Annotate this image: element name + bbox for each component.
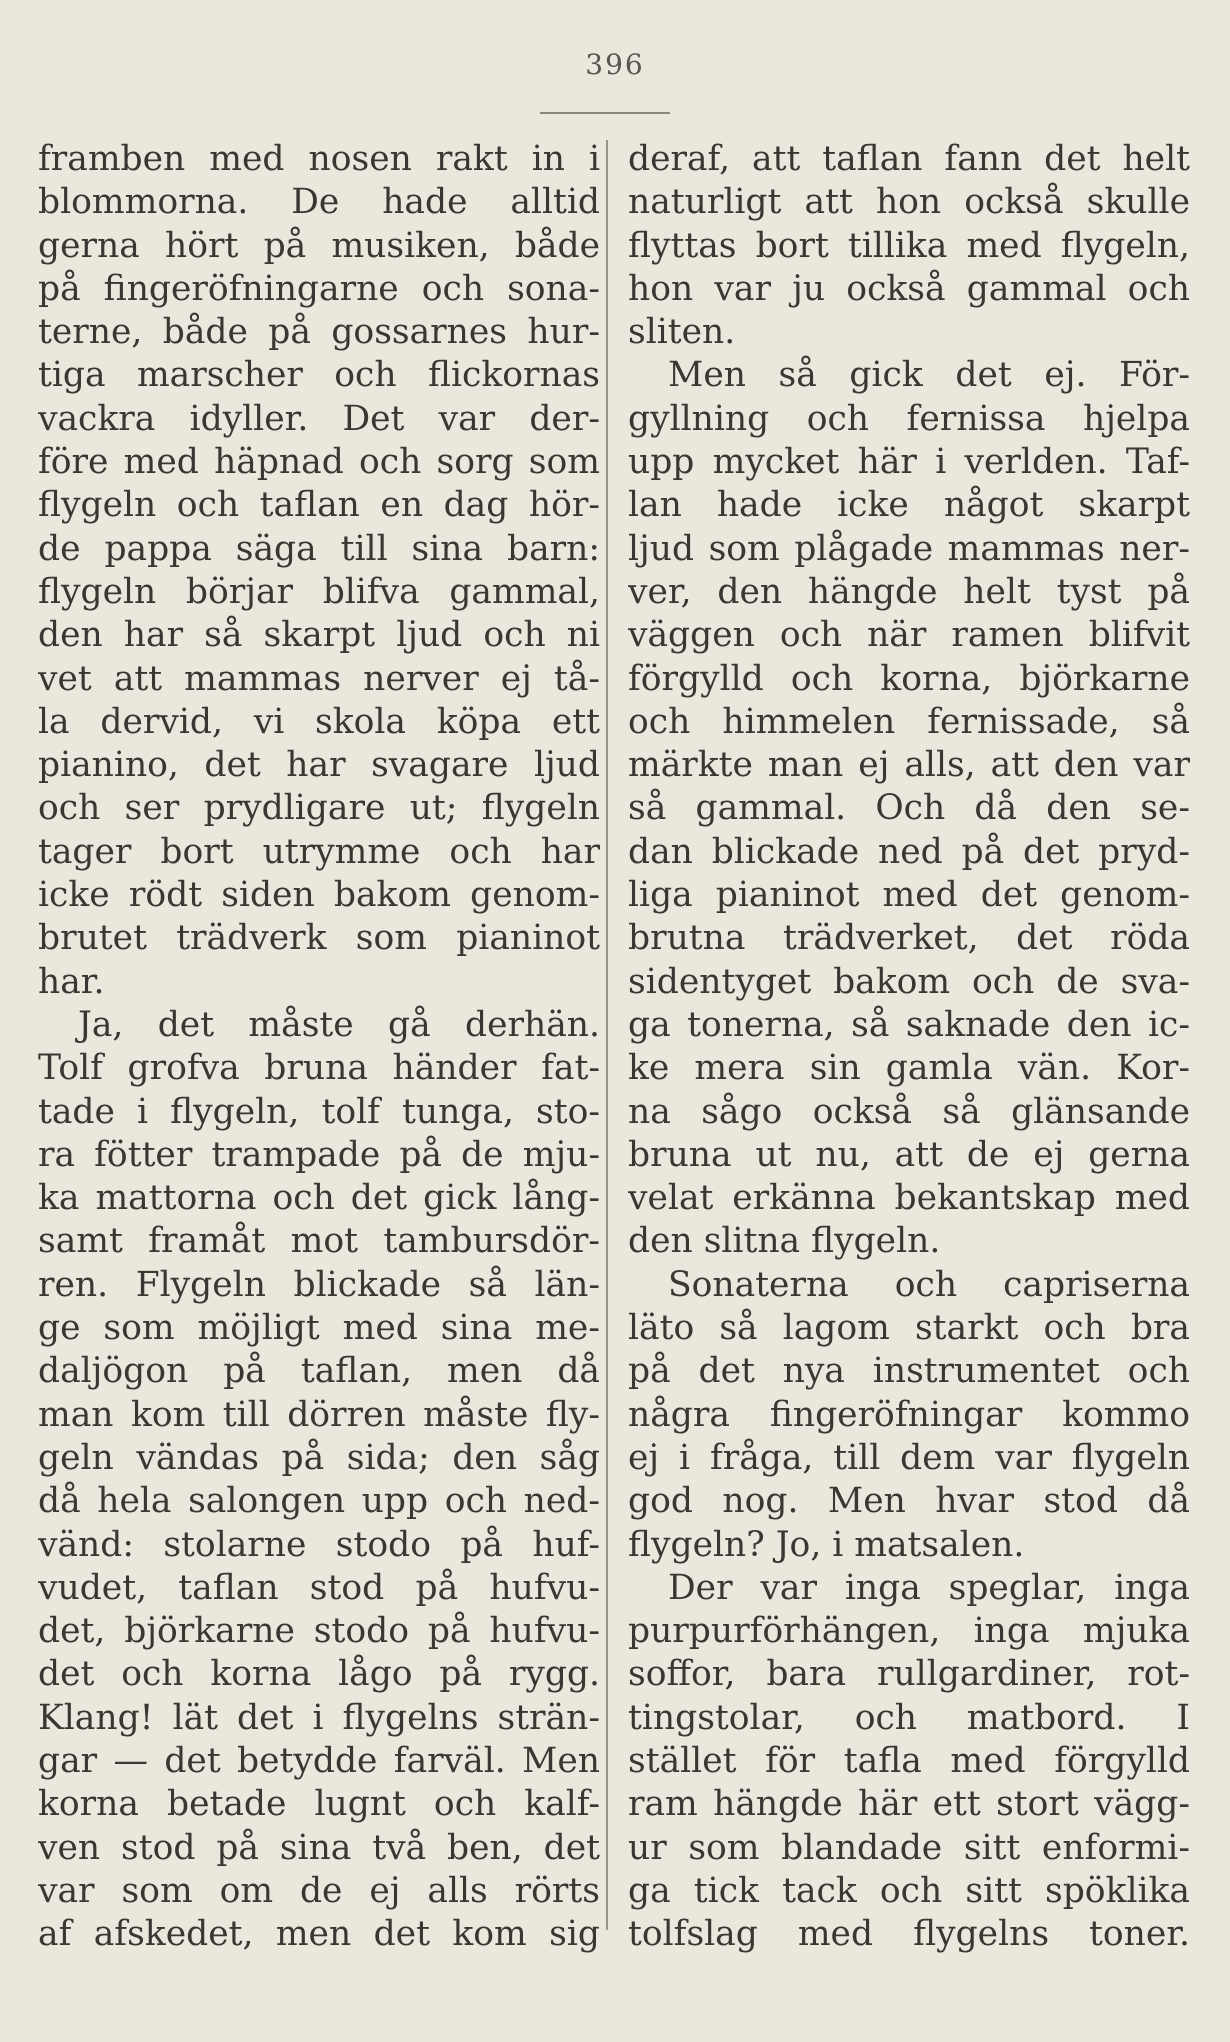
text-line: vet att mammas nerver ej tå- <box>38 658 600 699</box>
text-line: den har så skarpt ljud och ni <box>38 615 600 656</box>
text-line: geln vändas på sida; den såg <box>38 1437 600 1478</box>
text-line: brutet trädverk som pianinot <box>38 918 600 959</box>
text-line: Sonaterna och capriserna <box>668 1264 1190 1305</box>
text-line: på det nya instrumentet och <box>628 1351 1190 1392</box>
text-line: purpurförhängen, inga mjuka <box>628 1611 1190 1652</box>
text-line: korna betade lugnt och kalf- <box>38 1784 600 1825</box>
text-line: och himmelen fernissade, så <box>628 701 1190 742</box>
text-line: läto så lagom starkt och bra <box>628 1308 1190 1349</box>
text-line: deraf, att taflan fann det helt <box>628 139 1190 179</box>
text-line: icke rödt siden bakom genom- <box>38 875 600 916</box>
text-line: ren. Flygeln blickade så län- <box>38 1264 600 1305</box>
text-line: gerna hört på musiken, både <box>38 225 600 266</box>
text-line: vudet, taflan stod på hufvu- <box>38 1567 600 1608</box>
text-line: blommorna. De hade alltid <box>38 182 600 223</box>
column-divider <box>606 140 608 1930</box>
text-line: bruna ut nu, att de ej gerna <box>628 1134 1190 1175</box>
text-line: ram hängde här ett stort vägg- <box>628 1784 1190 1825</box>
text-line: har. <box>38 961 105 1002</box>
text-line: god nog. Men hvar stod då <box>628 1481 1190 1522</box>
text-line: hon var ju också gammal och <box>628 268 1190 309</box>
text-line: daljögon på taflan, men då <box>38 1351 600 1392</box>
text-line: och ser prydligare ut; flygeln <box>38 788 600 829</box>
text-line: Ja, det måste gå derhän. <box>78 1004 600 1045</box>
text-line: flyttas bort tillika med flygeln, <box>628 225 1190 266</box>
text-line: ge som möjligt med sina me- <box>38 1308 600 1349</box>
text-line: samt framåt mot tambursdör- <box>38 1221 600 1262</box>
text-line: ra fötter trampade på de mju- <box>38 1134 600 1175</box>
text-line: na sågo också så glänsande <box>628 1091 1190 1132</box>
text-line: pianino, det har svagare ljud <box>38 745 600 786</box>
text-line: Klang! lät det i flygelns strän- <box>38 1697 600 1738</box>
text-line: gar — det betydde farväl. Men <box>38 1740 600 1781</box>
text-line: flygeln? Jo, i matsalen. <box>628 1524 1025 1565</box>
text-line: Men så gick det ej. För- <box>668 355 1190 396</box>
text-line: ga tonerna, så saknade den ic- <box>628 1004 1190 1045</box>
text-line: det och korna lågo på rygg. <box>38 1654 600 1695</box>
text-line: flygeln börjar blifva gammal, <box>38 571 600 612</box>
text-line: stället för tafla med förgylld <box>628 1740 1190 1781</box>
text-line: det, björkarne stodo på hufvu- <box>38 1611 600 1652</box>
text-column-right <box>628 138 1190 1956</box>
text-line: brutna trädverket, det röda <box>628 918 1190 959</box>
text-column-left <box>38 138 600 1956</box>
text-line: då hela salongen upp och ned- <box>38 1481 600 1522</box>
text-line: flygeln och taflan en dag hör- <box>38 485 600 526</box>
page-number: 396 <box>585 48 645 81</box>
text-line: lan hade icke något skarpt <box>628 485 1190 526</box>
text-line: gyllning och fernissa hjelpa <box>628 398 1190 439</box>
text-line: var som om de ej alls rörts <box>38 1870 600 1911</box>
text-line: så gammal. Och då den se- <box>628 788 1190 829</box>
text-line: tingstolar, och matbord. I <box>628 1697 1190 1738</box>
text-line: man kom till dörren måste fly- <box>38 1394 600 1435</box>
text-line: före med häpnad och sorg som <box>38 442 600 483</box>
text-line: sidentyget bakom och de sva- <box>628 961 1190 1002</box>
text-line: på fingeröfningarne och sona- <box>38 268 600 309</box>
text-line: tade i flygeln, tolf tunga, sto- <box>38 1091 600 1132</box>
text-line: ka mattorna och det gick lång- <box>38 1178 600 1219</box>
text-line: sliten. <box>628 312 736 353</box>
text-line: tolfslag med flygelns toner. <box>628 1914 1190 1955</box>
text-line: märkte man ej alls, att den var <box>628 745 1190 786</box>
text-line: förgylld och korna, björkarne <box>628 658 1190 699</box>
text-line: tager bort utrymme och har <box>38 831 600 872</box>
text-line: ke mera sin gamla vän. Kor- <box>628 1048 1190 1089</box>
text-line: ver, den hängde helt tyst på <box>628 571 1190 612</box>
text-line: tiga marscher och flickornas <box>38 355 600 396</box>
text-line: Tolf grofva bruna händer fat- <box>38 1048 600 1089</box>
text-line: den slitna flygeln. <box>628 1221 941 1262</box>
text-line: soffor, bara rullgardiner, rot- <box>628 1654 1190 1695</box>
text-line: la dervid, vi skola köpa ett <box>38 701 600 742</box>
text-line: dan blickade ned på det pryd- <box>628 831 1190 872</box>
text-line: väggen och när ramen blifvit <box>628 615 1190 656</box>
text-line: vänd: stolarne stodo på huf- <box>38 1524 600 1565</box>
text-line: framben med nosen rakt in i <box>38 139 600 179</box>
text-line: upp mycket här i verlden. Taf- <box>628 442 1190 483</box>
text-line: ljud som plågade mammas ner- <box>628 528 1190 569</box>
text-line: ej i fråga, till dem var flygeln <box>628 1437 1190 1478</box>
header-rule <box>540 112 670 114</box>
text-line: af afskedet, men det kom sig <box>38 1914 600 1955</box>
text-line: Der var inga speglar, inga <box>668 1567 1190 1608</box>
text-line: ven stod på sina två ben, det <box>38 1827 600 1868</box>
text-line: vackra idyller. Det var der- <box>38 398 600 439</box>
text-line: naturligt att hon också skulle <box>628 182 1190 223</box>
text-line: de pappa säga till sina barn: <box>38 528 600 569</box>
text-line: terne, både på gossarnes hur- <box>38 312 600 353</box>
text-line: velat erkänna bekantskap med <box>628 1178 1190 1219</box>
text-line: några fingeröfningar kommo <box>628 1394 1190 1435</box>
text-line: ga tick tack och sitt spöklika <box>628 1870 1190 1911</box>
text-line: ur som blandade sitt enformi- <box>628 1827 1190 1868</box>
text-line: liga pianinot med det genom- <box>628 875 1190 916</box>
